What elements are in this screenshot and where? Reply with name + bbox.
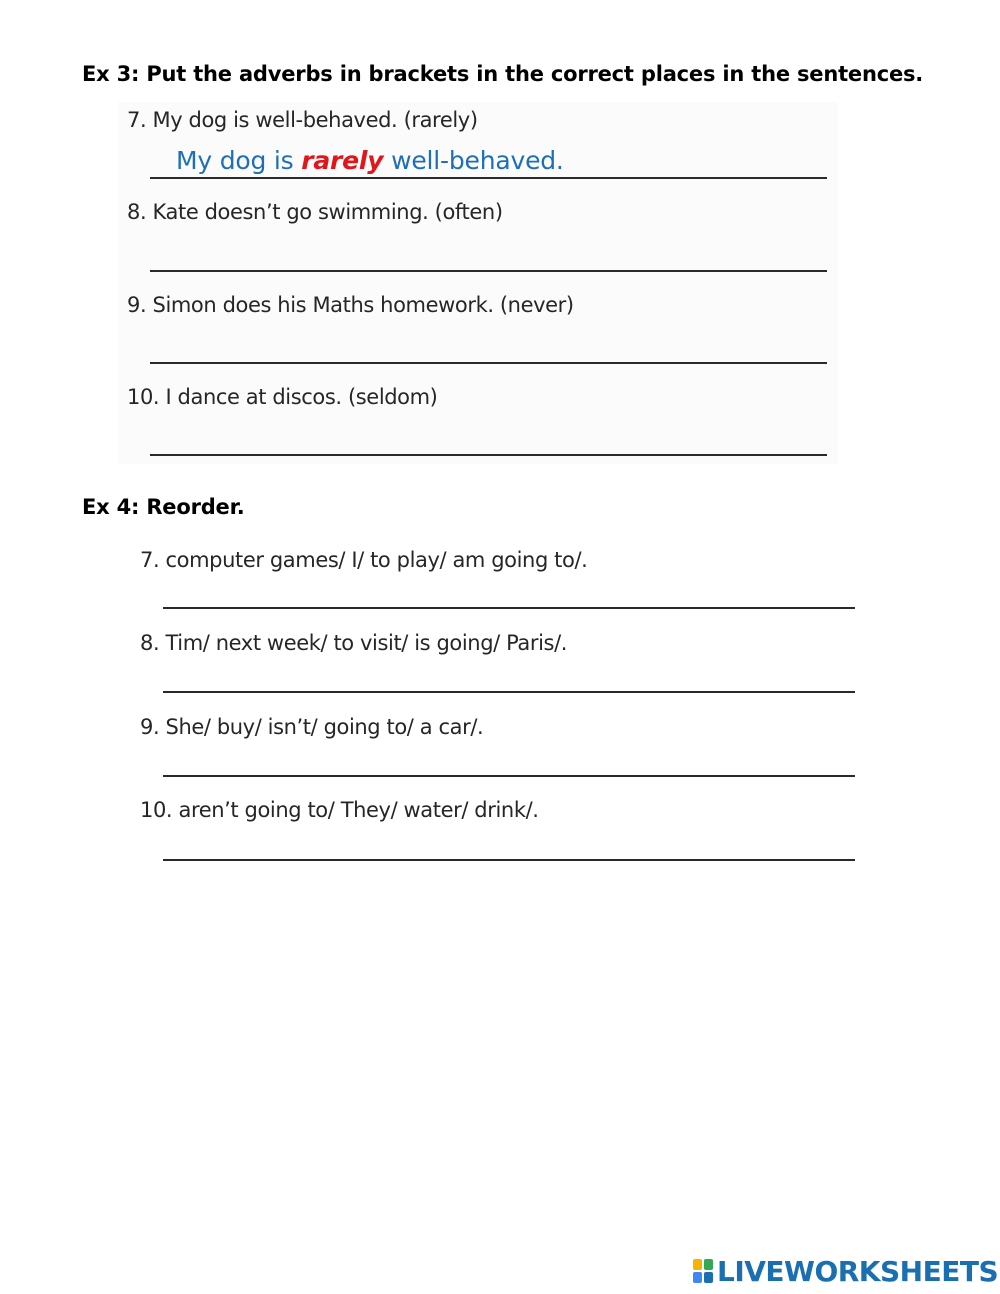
exercise3-question-8: 8. Kate doesn’t go swimming. (often) <box>127 200 503 224</box>
liveworksheets-logo[interactable] <box>693 1256 998 1286</box>
exercise3-answer-line-8[interactable] <box>150 270 827 272</box>
exercise3-answer-line-7[interactable] <box>150 177 827 179</box>
exercise4-question-9: 9. She/ buy/ isn’t/ going to/ a car/. <box>140 715 484 739</box>
exercise4-question-7: 7. computer games/ I/ to play/ am going to/. <box>140 548 588 572</box>
exercise3-answer-7[interactable] <box>176 146 564 175</box>
exercise3-question-7: 7. My dog is well-behaved. (rarely) <box>127 108 478 132</box>
exercise4-heading: Ex 4: Reorder. <box>82 495 245 519</box>
exercise3-answer-line-10[interactable] <box>150 454 827 456</box>
exercise3-question-9: 9. Simon does his Maths homework. (never) <box>127 293 574 317</box>
liveworksheets-logo-icon <box>693 1259 713 1283</box>
exercise4-answer-line-9[interactable] <box>163 775 855 777</box>
exercise4-answer-line-10[interactable] <box>163 859 855 861</box>
answer-highlight-adverb: rarely <box>301 146 384 175</box>
exercise4-answer-line-8[interactable] <box>163 691 855 693</box>
exercise3-heading: Ex 3: Put the adverbs in brackets in the correct places in the sentences. <box>82 62 924 86</box>
exercise4-question-8: 8. Tim/ next week/ to visit/ is going/ Paris/. <box>140 631 568 655</box>
answer-text-after: well-behaved. <box>383 146 564 175</box>
exercise4-question-10: 10. aren’t going to/ They/ water/ drink/. <box>140 798 539 822</box>
exercise4-answer-line-7[interactable] <box>163 607 855 609</box>
logo-text: LIVEWORKSHEETS <box>717 1254 999 1288</box>
answer-text-before: My dog is <box>176 146 302 175</box>
exercise3-question-10: 10. I dance at discos. (seldom) <box>127 385 438 409</box>
exercise3-answer-line-9[interactable] <box>150 362 827 364</box>
